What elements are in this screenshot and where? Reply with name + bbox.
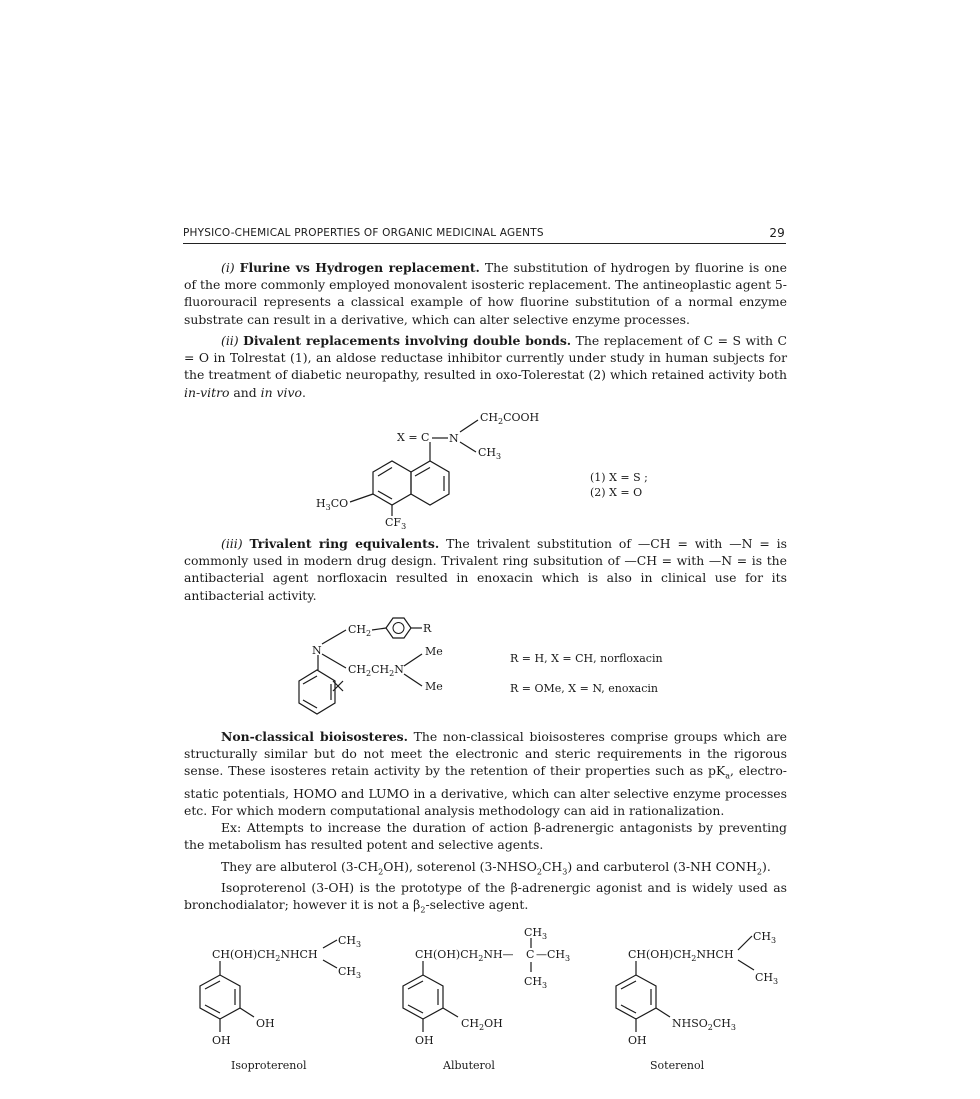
side-chain-rest: NH— (483, 948, 514, 961)
subscript: 2 (378, 867, 384, 877)
svg-text:CH(OH)CH2NHCH (212, 948, 318, 963)
side-chain-rest: NHCH (280, 948, 318, 961)
para-text: ). (761, 859, 771, 874)
italic-term: in vivo (260, 384, 302, 400)
methyl-label: CH (755, 971, 774, 984)
svg-text:CH3 (524, 926, 547, 941)
page-number: 29 (769, 226, 785, 240)
ch2cooh-rest: COOH (503, 411, 540, 424)
hydroxyl-label: OH (212, 1034, 231, 1047)
ch2cooh-label: CH (480, 411, 499, 424)
para-number: (ii) (221, 333, 239, 348)
subscript: 3 (542, 932, 548, 941)
hydroxyl-label: OH (256, 1017, 275, 1030)
ethylamine-mid: CH (371, 663, 390, 676)
svg-text:CH3 (338, 934, 361, 949)
methoxy-label: H (316, 497, 326, 510)
isoproterenol-structure (200, 934, 361, 1072)
subscript: a (725, 771, 730, 781)
para-number: (i) (221, 260, 235, 275)
italic-term: in-vitro (184, 384, 230, 400)
subscript: 3 (773, 977, 779, 986)
svg-text:CH3 (755, 971, 778, 986)
para-text: Isoproterenol (3-OH) is the prototype of the β-adrenergic agonist and is widely used as bronchodialator; however it is not a β (184, 880, 787, 913)
hydroxyl-label: OH (628, 1034, 647, 1047)
side-chain-label: CH(OH)CH (415, 948, 479, 961)
para-number: (iii) (221, 536, 243, 551)
enoxacin-label: R = OMe, X = N, enoxacin (510, 682, 658, 695)
svg-text:CH(OH)CH2NHCH (628, 948, 734, 963)
svg-text:NHSO2CH3 (672, 1017, 736, 1032)
albuterol-structure (403, 926, 570, 1072)
svg-text:CH3 (524, 975, 547, 990)
subscript: 2 (479, 1023, 485, 1032)
methyl-label: CH (524, 926, 543, 939)
subscript: 2 (498, 417, 504, 426)
cf3-label: CF (385, 516, 402, 529)
subscript: 3 (730, 1023, 736, 1032)
para-text: The substitution of hydrogen by fluorine is one of the more commonly employed monovalent isosteric replacement. The antineoplastic agent 5-fluorouracil represents a classical example of how fluorine substitution of a normal enzyme substrate can result in a derivative, which can alter selective enzyme processes. (184, 260, 787, 327)
subscript: 3 (496, 452, 502, 461)
nitrogen-label: N (312, 644, 322, 657)
subscript: 3 (356, 971, 362, 980)
methyl-label-2: Me (425, 680, 443, 693)
subscript: 3 (325, 503, 331, 512)
compound-1-label: (1) X = S ; (590, 471, 648, 484)
svg-text:CH2OH (461, 1017, 503, 1032)
nitrogen-label: N (449, 432, 459, 445)
methyl-label: CH (524, 975, 543, 988)
subscript: 2 (389, 669, 395, 678)
para-heading: Flurine vs Hydrogen replacement. (239, 260, 480, 275)
subscript: 3 (356, 940, 362, 949)
soterenol-structure (616, 930, 778, 1072)
para-text: -selective agent. (425, 897, 529, 913)
compound-2-label: (2) X = O (590, 486, 643, 499)
para-text: CH (541, 859, 563, 874)
sulfonamide-rest: CH (712, 1017, 731, 1030)
ethylamine-n: N (394, 663, 404, 676)
svg-text:—CH3 (536, 948, 570, 963)
compound-name: Isoproterenol (231, 1059, 307, 1072)
hydroxyl-label: OH (415, 1034, 434, 1047)
para-heading: Trivalent ring equivalents. (249, 536, 440, 551)
subscript: 3 (562, 867, 568, 877)
svg-text:CH3 (338, 965, 361, 980)
side-chain-label: CH(OH)CH (628, 948, 692, 961)
ethylamine-label: CH (348, 663, 367, 676)
svg-text:CH3 (753, 930, 776, 945)
methyl-label: CH (338, 934, 357, 947)
para-text: The replacement of C = S with C = O in Tolrestat (1), an aldose reductase inhibitor currently under study in human subjects for the treatment of diabetic neuropathy, resulted in oxo-Tolerestat (2) which retained activity both (184, 333, 787, 383)
methyl-label: CH (478, 446, 497, 459)
para-heading: Divalent replacements involving double bonds. (243, 333, 572, 348)
compound-name: Albuterol (443, 1059, 495, 1072)
para-text: They are albuterol (3-CH (221, 859, 379, 874)
thione-label: X = C (397, 431, 430, 444)
subscript: 2 (536, 867, 542, 877)
side-chain-label: CH(OH)CH (212, 948, 276, 961)
subscript: 2 (691, 954, 697, 963)
subscript: 3 (565, 954, 571, 963)
subscript: 2 (478, 954, 484, 963)
subscript: 2 (366, 669, 372, 678)
para-text: The trivalent substitution of —CH = with —N = is commonly used in modern drug design. Trivalent ring subsitution of —CH = with —N = is the antibacterial agent norfloxacin resulted in enoxacin which is also in clinical use for its antibacterial activity. (184, 536, 787, 603)
para-text: , electro-static potentials, HOMO and LUMO in a derivative, which can alter selective enzyme processes etc. For which modern computational analysis methodology can aid in rationalization. (184, 763, 787, 819)
quaternary-carbon: C (526, 948, 535, 961)
subscript: 2 (756, 867, 762, 877)
subscript: 3 (401, 522, 407, 531)
subscript: 2 (420, 905, 426, 915)
methoxy-rest: CO (330, 497, 349, 510)
methyl-label: —CH (536, 948, 566, 961)
methyl-label: CH (338, 965, 357, 978)
running-title: PHYSICO-CHEMICAL PROPERTIES OF ORGANIC MEDICINAL AGENTS (183, 227, 544, 239)
sulfonamide-label: NHSO (672, 1017, 708, 1030)
para-text: OH), soterenol (3-NHSO (383, 859, 537, 874)
r-group-label: R (423, 622, 432, 635)
para-text: Ex: Attempts to increase the duration of action β-adrenergic antagonists by preventing the metabolism has resulted potent and selective agents. (184, 820, 787, 853)
para-text: The non-classical bioisosteres comprise groups which are structurally similar but do not meet the electronic and steric requirements in the rigorous sense. These isosteres retain activity by the retention of their properties such as pK (184, 729, 787, 779)
hydroxymethyl-label: CH (461, 1017, 480, 1030)
subscript: 3 (771, 936, 777, 945)
subscript: 2 (707, 1023, 713, 1032)
para-text: and (229, 384, 261, 400)
subscript: 3 (542, 981, 548, 990)
subscript: 2 (366, 629, 372, 638)
subscript: 2 (275, 954, 281, 963)
hydroxymethyl-rest: OH (484, 1017, 503, 1030)
para-text: . (301, 384, 306, 400)
methyl-label: CH (753, 930, 772, 943)
side-chain-rest: NHCH (696, 948, 734, 961)
ch2-label: CH (348, 623, 367, 636)
svg-text:CH(OH)CH2NH— (415, 948, 514, 963)
para-text: ) and carbuterol (3-NH CONH (567, 859, 757, 874)
para-heading: Non-classical bioisosteres. (221, 729, 408, 744)
methyl-label-1: Me (425, 645, 443, 658)
norfloxacin-label: R = H, X = CH, norfloxacin (510, 652, 663, 665)
compound-name: Soterenol (650, 1059, 705, 1072)
